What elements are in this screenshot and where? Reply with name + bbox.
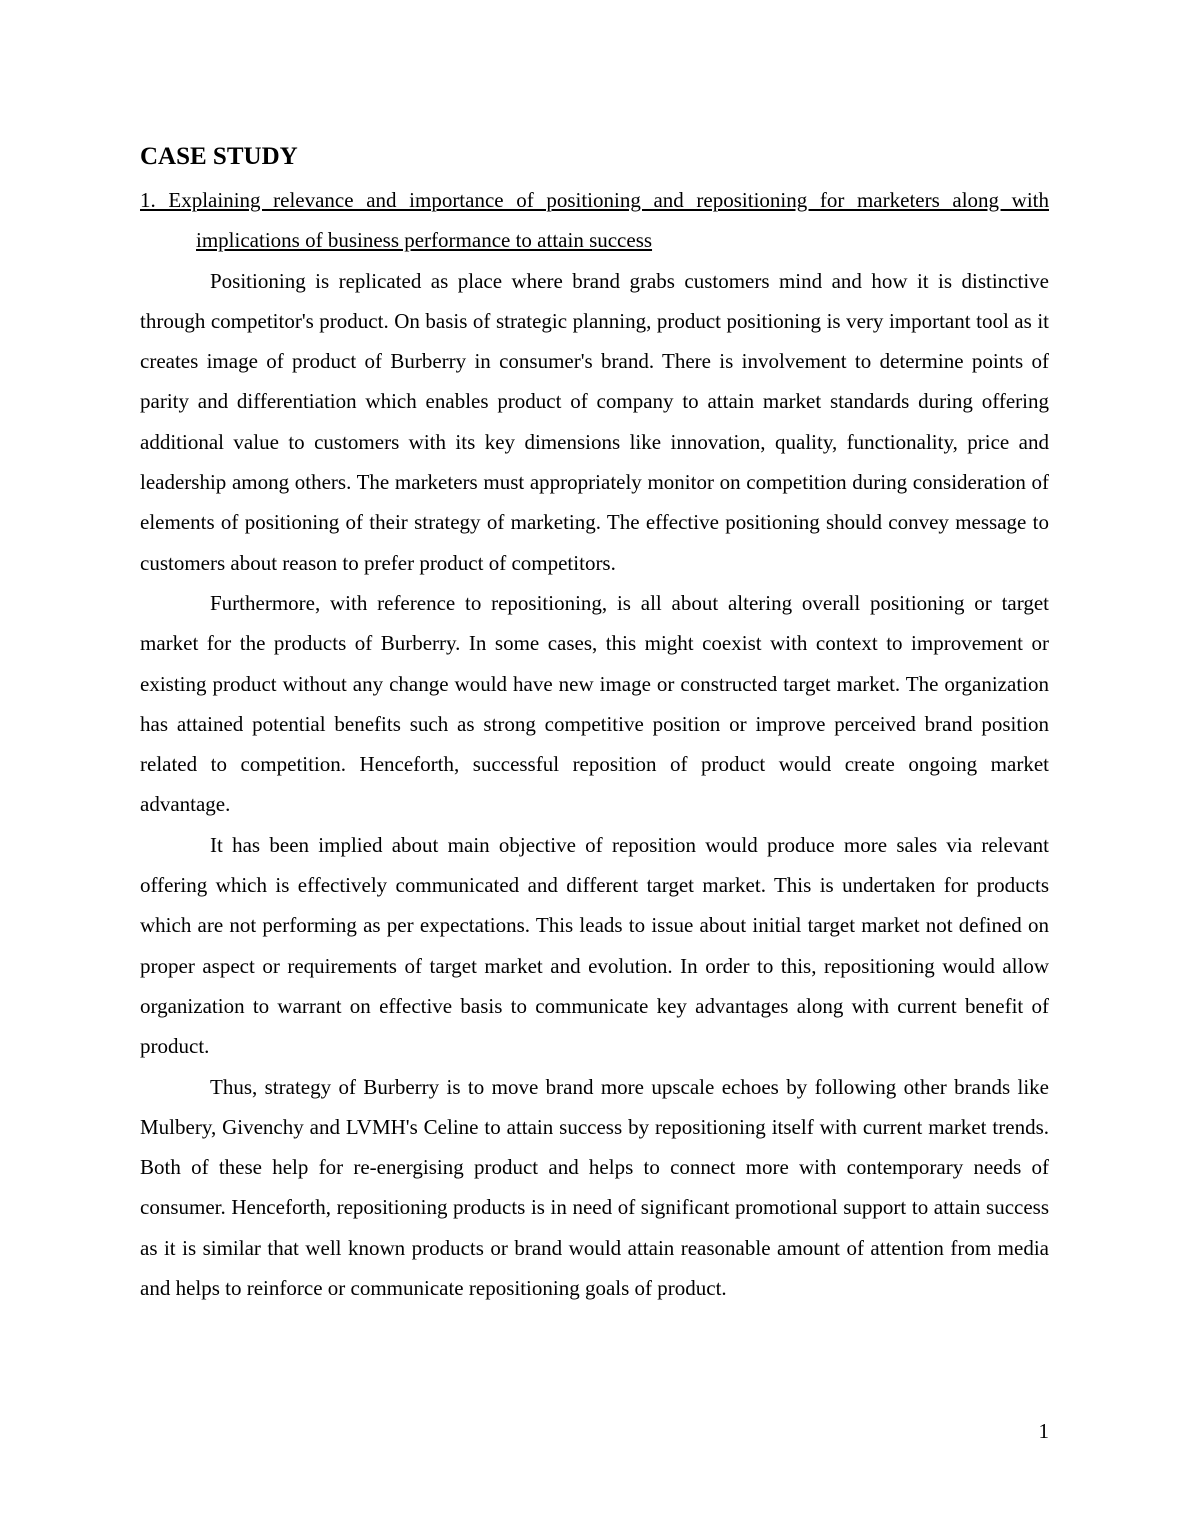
paragraph-repositioning: Furthermore, with reference to repositioning, is all about altering overall positioning or target market for the products of Burberry. In some cases, this might coexist with context to improvement or existing product without any change would have new image or constructed target market. The organization has attained potential benefits such as strong competitive position or improve perceived brand position related to competition. Henceforth, successful reposition of product would create ongoing market advantage.	[140, 590, 1049, 817]
paragraph-positioning: Positioning is replicated as place where brand grabs customers mind and how it is distinctive through competitor's product. On basis of strategic planning, product positioning is very important tool as it creates image of product of Burberry in consumer's brand. There is involvement to determine points of parity and differentiation which enables product of company to attain market standards during offering additional value to customers with its key dimensions like innovation, quality, functionality, price and leadership among others. The marketers must appropriately monitor on competition during consideration of elements of positioning of their strategy of marketing. The effective positioning should convey message to customers about reason to prefer product of competitors.	[140, 268, 1049, 575]
paragraph-burberry-strategy: Thus, strategy of Burberry is to move brand more upscale echoes by following other brands like Mulbery, Givenchy and LVMH's Celine to attain success by repositioning itself with current market trends. Both of these help for re-energising product and helps to connect more with contemporary needs of consumer. Henceforth, repositioning products is in need of significant promotional support to attain success as it is similar that well known products or brand would attain reasonable amount of attention from media and helps to reinforce or communicate repositioning goals of product.	[140, 1074, 1049, 1301]
paragraph-reposition-objective: It has been implied about main objective of reposition would produce more sales via relevant offering which is effectively communicated and different target market. This is undertaken for products which are not performing as per expectations. This leads to issue about initial target market not defined on proper aspect or requirements of target market and evolution. In order to this, repositioning would allow organization to warrant on effective basis to communicate key advantages along with current benefit of product.	[140, 832, 1049, 1059]
page-number: 1	[1038, 1419, 1049, 1443]
document-title: CASE STUDY	[140, 143, 298, 170]
section-heading: 1. Explaining relevance and importance of positioning and repositioning for marketers along with implications of business performance to attain success	[140, 188, 1049, 253]
page-content	[140, 140, 1049, 1308]
